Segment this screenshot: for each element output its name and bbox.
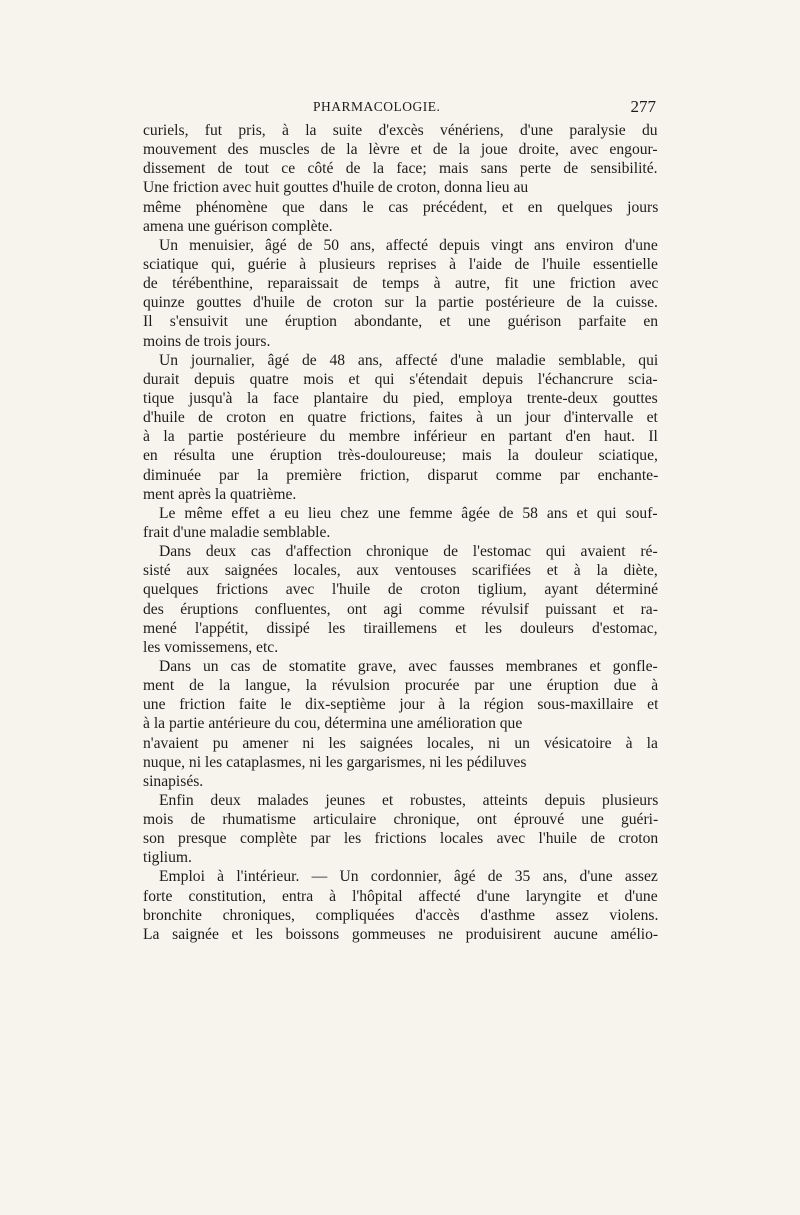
text-line: de térébenthine, reparaissait de temps à autre, fit une friction avec xyxy=(143,275,658,293)
text-line: même phénomène que dans le cas précédent, et en quelques jours xyxy=(143,198,658,216)
text-line: bronchite chroniques, compliquées d'accès d'asthme assez violens. xyxy=(143,906,658,924)
text-line: Dans un cas de stomatite grave, avec fausses membranes et gonfle- xyxy=(159,657,658,675)
text-line: une friction faite le dix-septième jour à la région sous-maxillaire et xyxy=(143,696,658,714)
text-line: Dans deux cas d'affection chronique de l'estomac qui avaient ré- xyxy=(159,543,658,561)
page-number: 277 xyxy=(630,97,656,116)
page-text xyxy=(143,93,658,944)
text-line: dissement de tout ce côté de la face; mais sans perte de sensibilité. xyxy=(143,160,658,178)
text-line: à la partie antérieure du cou, détermina une amélioration que xyxy=(143,715,523,733)
text-line: son presque complète par les frictions locales avec l'huile de croton xyxy=(143,830,658,848)
text-line: forte constitution, entra à l'hôpital affecté d'une laryngite et d'une xyxy=(143,887,658,905)
text-line: d'huile de croton en quatre frictions, faites à un jour d'intervalle et xyxy=(143,409,658,427)
text-line: moins de trois jours. xyxy=(143,332,271,350)
text-line: n'avaient pu amener ni les saignées locales, ni un vésicatoire à la xyxy=(143,734,658,752)
body-text xyxy=(143,121,658,944)
text-line: tiglium. xyxy=(143,849,192,867)
running-title: PHARMACOLOGIE. xyxy=(313,99,441,114)
text-line: durait depuis quatre mois et qui s'étendait depuis l'échancrure scia- xyxy=(143,370,658,388)
text-line: nuque, ni les cataplasmes, ni les gargarismes, ni les pédiluves xyxy=(143,753,527,771)
text-line: quelques frictions avec l'huile de croton tiglium, ayant déterminé xyxy=(143,581,658,599)
text-line: en résulta une éruption très-douloureuse; mais la douleur sciatique, xyxy=(143,447,658,465)
text-line: ment de la langue, la révulsion procurée par une éruption due à xyxy=(143,677,658,695)
text-line: sinapisés. xyxy=(143,772,204,790)
text-line: sciatique qui, guérie à plusieurs reprises à l'aide de l'huile essentielle xyxy=(143,255,658,273)
text-line: mouvement des muscles de la lèvre et de la joue droite, avec engour- xyxy=(143,141,658,159)
text-line: amena une guérison complète. xyxy=(143,217,333,235)
text-line: diminuée par la première friction, disparut comme par enchante- xyxy=(143,466,658,484)
text-line: frait d'une maladie semblable. xyxy=(143,523,331,541)
text-line: Une friction avec huit gouttes d'huile de croton, donna lieu au xyxy=(143,179,529,197)
text-line: les vomissemens, etc. xyxy=(143,638,279,656)
text-line: Un journalier, âgé de 48 ans, affecté d'une maladie semblable, qui xyxy=(159,351,659,369)
text-line: ment après la quatrième. xyxy=(143,485,297,503)
text-line: quinze gouttes d'huile de croton sur la partie postérieure de la cuisse. xyxy=(143,294,658,312)
running-head xyxy=(143,93,658,121)
text-line: Le même effet a eu lieu chez une femme âgée de 58 ans et qui souf- xyxy=(159,504,658,522)
text-line: à la partie postérieure du membre inférieur en partant d'en haut. Il xyxy=(143,428,658,446)
text-line: curiels, fut pris, à la suite d'excès vénériens, d'une paralysie du xyxy=(143,122,658,139)
text-line: La saignée et les boissons gommeuses ne produisirent aucune amélio- xyxy=(143,925,658,943)
text-line: des éruptions confluentes, ont agi comme révulsif puissant et ra- xyxy=(143,600,658,618)
text-line: mois de rhumatisme articulaire chronique, ont éprouvé une guéri- xyxy=(143,811,658,829)
text-line: Enfin deux malades jeunes et robustes, atteints depuis plusieurs xyxy=(159,791,659,809)
text-line: Il s'ensuivit une éruption abondante, et une guérison parfaite en xyxy=(143,313,658,331)
text-line: tique jusqu'à la face plantaire du pied, employa trente-deux gouttes xyxy=(143,389,658,407)
text-line: Un menuisier, âgé de 50 ans, affecté depuis vingt ans environ d'une xyxy=(159,236,658,254)
text-line: Emploi à l'intérieur. — Un cordonnier, âgé de 35 ans, d'une assez xyxy=(159,868,658,886)
text-line: sisté aux saignées locales, aux ventouses scarifiées et à la diète, xyxy=(143,562,658,580)
text-line: mené l'appétit, dissipé les tiraillemens et les douleurs d'estomac, xyxy=(143,619,658,637)
